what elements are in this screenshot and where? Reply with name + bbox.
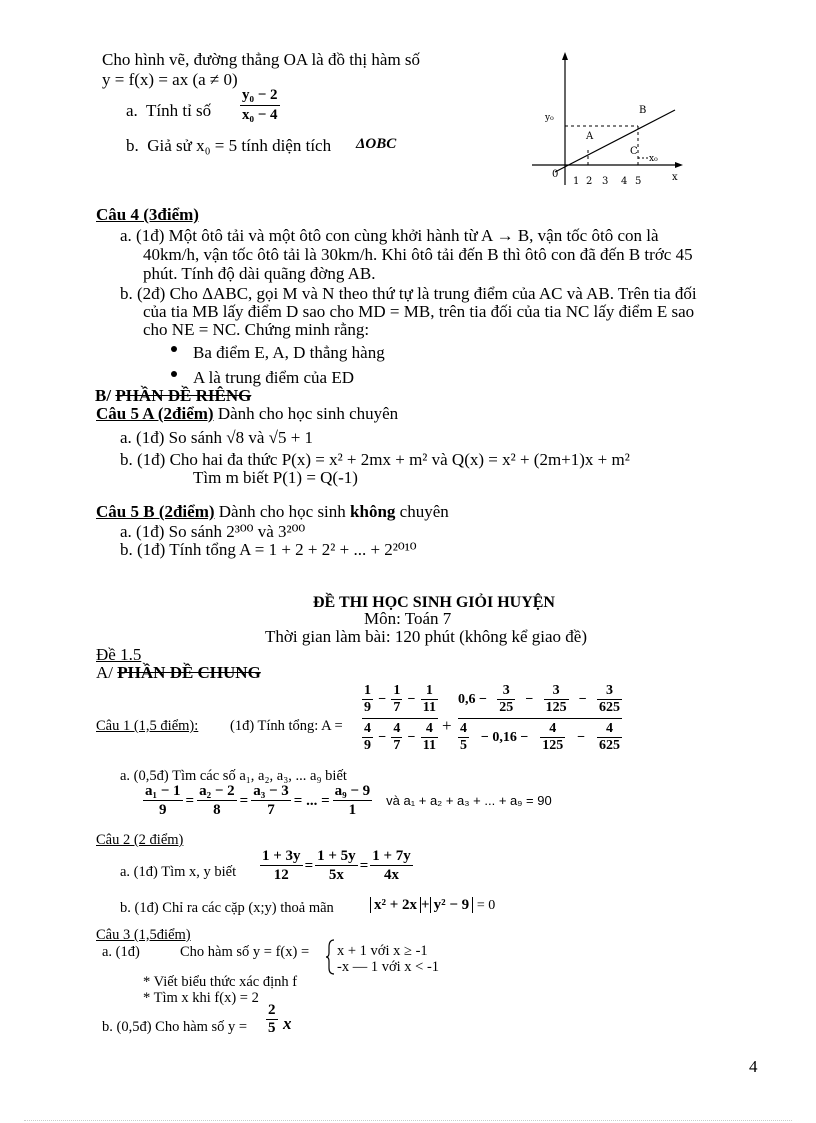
y-axis-arrow — [562, 52, 568, 60]
big-fraction-1: $\frac{1}{9}$ − $\frac{1}{7}$ − $\frac{1}{11}$ $\frac{4}{9}$ − $\frac{4}{7}$ − $\frac{4}{11}$ — [362, 683, 438, 754]
c3-a-label: a. (1đ) — [102, 944, 140, 960]
q5a-note: Dành cho học sinh chuyên — [213, 404, 399, 423]
f2-bot-mid: − 0,16 − — [480, 729, 529, 745]
tick-5: 5 — [635, 176, 642, 187]
q5b-heading — [96, 502, 449, 522]
q4-b-line2: của tia MB lấy điểm D sao cho MD = MB, trên tia đối của tia NC lấy điểm E sao — [143, 302, 695, 321]
abs-1: x² + 2x — [370, 897, 421, 913]
q4-bullet-2: A là trung điểm của ED — [193, 368, 354, 387]
q3-a-text: Tính tỉ số — [146, 101, 212, 120]
q5b-a: a. (1đ) So sánh 2³⁰⁰ và 3²⁰⁰ — [120, 522, 306, 541]
partA-title: PHẦN ĐỀ CHUNG — [117, 663, 261, 682]
bullet-dot-2 — [171, 371, 177, 377]
q4-title: Câu 4 (3điểm) — [96, 205, 199, 224]
c3-star-1: * Viết biểu thức xác định f — [143, 974, 298, 990]
q3-a — [126, 101, 211, 121]
page-edge — [24, 1120, 792, 1121]
eq-tail: và a₁ + a₂ + a₃ + ... + a₉ = 90 — [386, 792, 552, 808]
graph-label-y0: y₀ — [545, 113, 554, 123]
c1-intro: (1đ) Tính tổng: A = — [230, 718, 343, 734]
c3-star-2: * Tìm x khi f(x) = 2 — [143, 990, 259, 1006]
c3-b-text: b. (0,5đ) Cho hàm số y = — [102, 1019, 248, 1035]
q4-a-line2: 40km/h, vận tốc ôtô tải là 30km/h. Khi ôtô tải đến B thì ôtô con đã đến B trớc 45 — [143, 245, 693, 264]
case-1: x + 1 với x ≥ -1 — [337, 943, 428, 959]
q5b-note1: Dành cho học sinh — [214, 502, 351, 521]
c1-a-text: a. (0,5đ) Tìm các số a₁, a₂, a₃, ... a₉ biết — [120, 768, 347, 784]
c2-frac-3: $\frac{1 + 7y}{4x}$ — [372, 848, 411, 883]
q5a-heading — [96, 404, 398, 424]
q5b-title: Câu 5 B (2điểm) — [96, 502, 215, 521]
partA-heading — [96, 663, 261, 683]
c2-a-text: a. (1đ) Tìm x, y biết — [120, 864, 237, 880]
function-graph — [520, 50, 690, 200]
abs-tail: = 0 — [476, 898, 496, 913]
tick-1: 1 — [573, 176, 580, 187]
exam-de-number: Đề 1.5 — [96, 645, 142, 664]
partA-prefix: A/ — [96, 663, 113, 682]
c3-b-fraction: $\frac{2}{5}$ — [268, 1002, 276, 1036]
eq-frac-1: $\frac{\text{a₁ − 1}}{9}$ — [145, 783, 181, 818]
eq-frac-4: $\frac{\text{a₉ − 9}}{1}$ — [334, 783, 371, 818]
c1-title: Câu 1 (1,5 điểm): — [96, 718, 199, 734]
case-2: -x — 1 với x < -1 — [337, 959, 440, 975]
q3-ratio-den: x₀ − 4 — [242, 107, 278, 123]
c1-plus: + — [442, 716, 452, 735]
c2-a-equation: $\frac{1 + 3y}{12}$ = $\frac{1 + 5y}{5x}$ = $\frac{1 + 7y}{4x}$ — [262, 848, 411, 883]
f2-b1: $\frac{4}{125}$ — [542, 721, 564, 753]
q3-b-label: b. — [126, 136, 139, 155]
exam-title: ĐỀ THI HỌC SINH GIỎI HUYỆN — [313, 594, 555, 611]
graph-label-a: A — [586, 131, 594, 142]
q5a-b: b. (1đ) Cho hai đa thức P(x) = x² + 2mx + m² và Q(x) = x² + (2m+1)x + m² — [120, 450, 630, 469]
c3-b-var: x — [283, 1014, 292, 1033]
graph-label-x0: x₀ — [649, 154, 658, 164]
f2-top-lead: 0,6 − — [458, 691, 487, 707]
graph-label-origin: 0 — [552, 169, 559, 180]
q5a-b2: Tìm m biết P(1) = Q(-1) — [193, 468, 358, 487]
tick-3: 3 — [602, 176, 609, 187]
f1-b1: $\frac{4}{9}$ — [364, 721, 371, 753]
c3-a-text: Cho hàm số y = f(x) = — [180, 944, 310, 960]
x-axis-arrow — [675, 162, 683, 168]
q3-b — [126, 136, 331, 156]
c3-title: Câu 3 (1,5điểm) — [96, 927, 191, 943]
q4-a-line1: a. (1đ) Một ôtô tải và một ôtô con cùng khởi hành từ A → B, vận tốc ôtô con là — [120, 226, 659, 245]
q4-b-line1: b. (2đ) Cho ΔABC, gọi M và N theo thứ tự là trung điểm của AC và AB. Trên tia đối — [120, 284, 697, 303]
f1-t2: $\frac{1}{7}$ — [393, 683, 401, 715]
f2-t2: $\frac{3}{125}$ — [545, 683, 567, 715]
f2-t3: $\frac{3}{625}$ — [598, 683, 620, 715]
f1-b3: $\frac{4}{11}$ — [422, 721, 436, 753]
q3-ratio-fraction — [240, 86, 280, 125]
q4-a-line3: phút. Tính độ dài quãng đờng AB. — [143, 264, 376, 283]
c1-a-equation: $\frac{\text{a₁ − 1}}{9}$ = $\frac{\text{a₂ − 2}}{8}$ = $\frac{\text{a₃ − 3}}{7}$ = ... = $\frac{\text{a₉ − 9}}{1}$ và a₁ + a₂ + a₃ + ... + a₉ = 90 — [145, 783, 552, 818]
q3-a-label: a. — [126, 101, 138, 120]
q5b-note2: chuyên — [395, 502, 449, 521]
f2-b2: $\frac{4}{625}$ — [598, 721, 620, 753]
q5b-b: b. (1đ) Tính tổng A = 1 + 2 + 2² + ... + 2²⁰¹⁰ — [120, 540, 417, 559]
q4-b-line3: cho NE = NC. Chứng minh rằng: — [143, 320, 370, 339]
abs-plus: + — [421, 897, 430, 913]
tick-2: 2 — [586, 176, 593, 187]
graph-label-b: B — [639, 105, 647, 116]
eq-frac-2: $\frac{\text{a₂ − 2}}{8}$ — [199, 783, 235, 818]
graph-label-c: C — [630, 146, 638, 157]
c2-frac-2: $\frac{1 + 5y}{5x}$ — [317, 848, 356, 883]
q5b-note-bold: không — [350, 502, 396, 521]
q4-bullet-1: Ba điểm E, A, D thẳng hàng — [193, 343, 385, 362]
partB-heading — [95, 386, 251, 406]
exam-time: Thời gian làm bài: 120 phút (không kể giao đề) — [265, 627, 588, 646]
f1-b2: $\frac{4}{7}$ — [393, 721, 401, 753]
q3-intro-line1: Cho hình vẽ, đường thẳng OA là đồ thị hàm số — [102, 50, 421, 69]
f1-t3: $\frac{1}{11}$ — [422, 683, 436, 715]
abs-2: y² − 9 — [430, 897, 474, 913]
partB-prefix: B/ — [95, 386, 112, 405]
q5a-title: Câu 5 A (2điểm) — [96, 404, 214, 423]
eq-mid: = ... = — [293, 792, 330, 809]
big-fraction-2: 0,6 − $\frac{3}{25}$ − $\frac{3}{125}$ − $\frac{3}{625}$ $\frac{4}{5}$ − 0,16 − $\frac{4}{125}$ − $\frac{4}{625}$ — [458, 683, 622, 754]
graph-label-x: x — [672, 172, 678, 183]
c2-b-text: b. (1đ) Chỉ ra các cặp (x;y) thoả mãn — [120, 900, 334, 916]
exam-subject: Môn: Toán 7 — [364, 609, 452, 628]
q3-b-text: Giả sử x₀ = 5 tính diện tích — [147, 136, 332, 155]
c2-frac-1: $\frac{1 + 3y}{12}$ — [262, 848, 301, 883]
tick-4: 4 — [621, 176, 628, 187]
f2-t1: $\frac{3}{25}$ — [499, 683, 514, 715]
c2-b-expr — [370, 895, 495, 916]
case-brace — [326, 939, 336, 975]
page-number: 4 — [749, 1057, 758, 1076]
q3-intro-line2: y = f(x) = ax (a ≠ 0) — [102, 70, 238, 89]
q3-triangle-symbol: ΔOBC — [356, 136, 397, 152]
q5a-a: a. (1đ) So sánh √8 và √5 + 1 — [120, 428, 314, 447]
f1-t1: $\frac{1}{9}$ — [364, 683, 371, 715]
partB-title: PHẦN ĐỀ RIÊNG — [115, 386, 252, 405]
f2-b-lead: $\frac{4}{5}$ — [460, 721, 467, 753]
c2-title: Câu 2 (2 điểm) — [96, 832, 184, 848]
eq-frac-3: $\frac{\text{a₃ − 3}}{7}$ — [253, 783, 289, 818]
q3-ratio-num: y₀ − 2 — [240, 86, 280, 106]
bullet-dot-1 — [171, 346, 177, 352]
